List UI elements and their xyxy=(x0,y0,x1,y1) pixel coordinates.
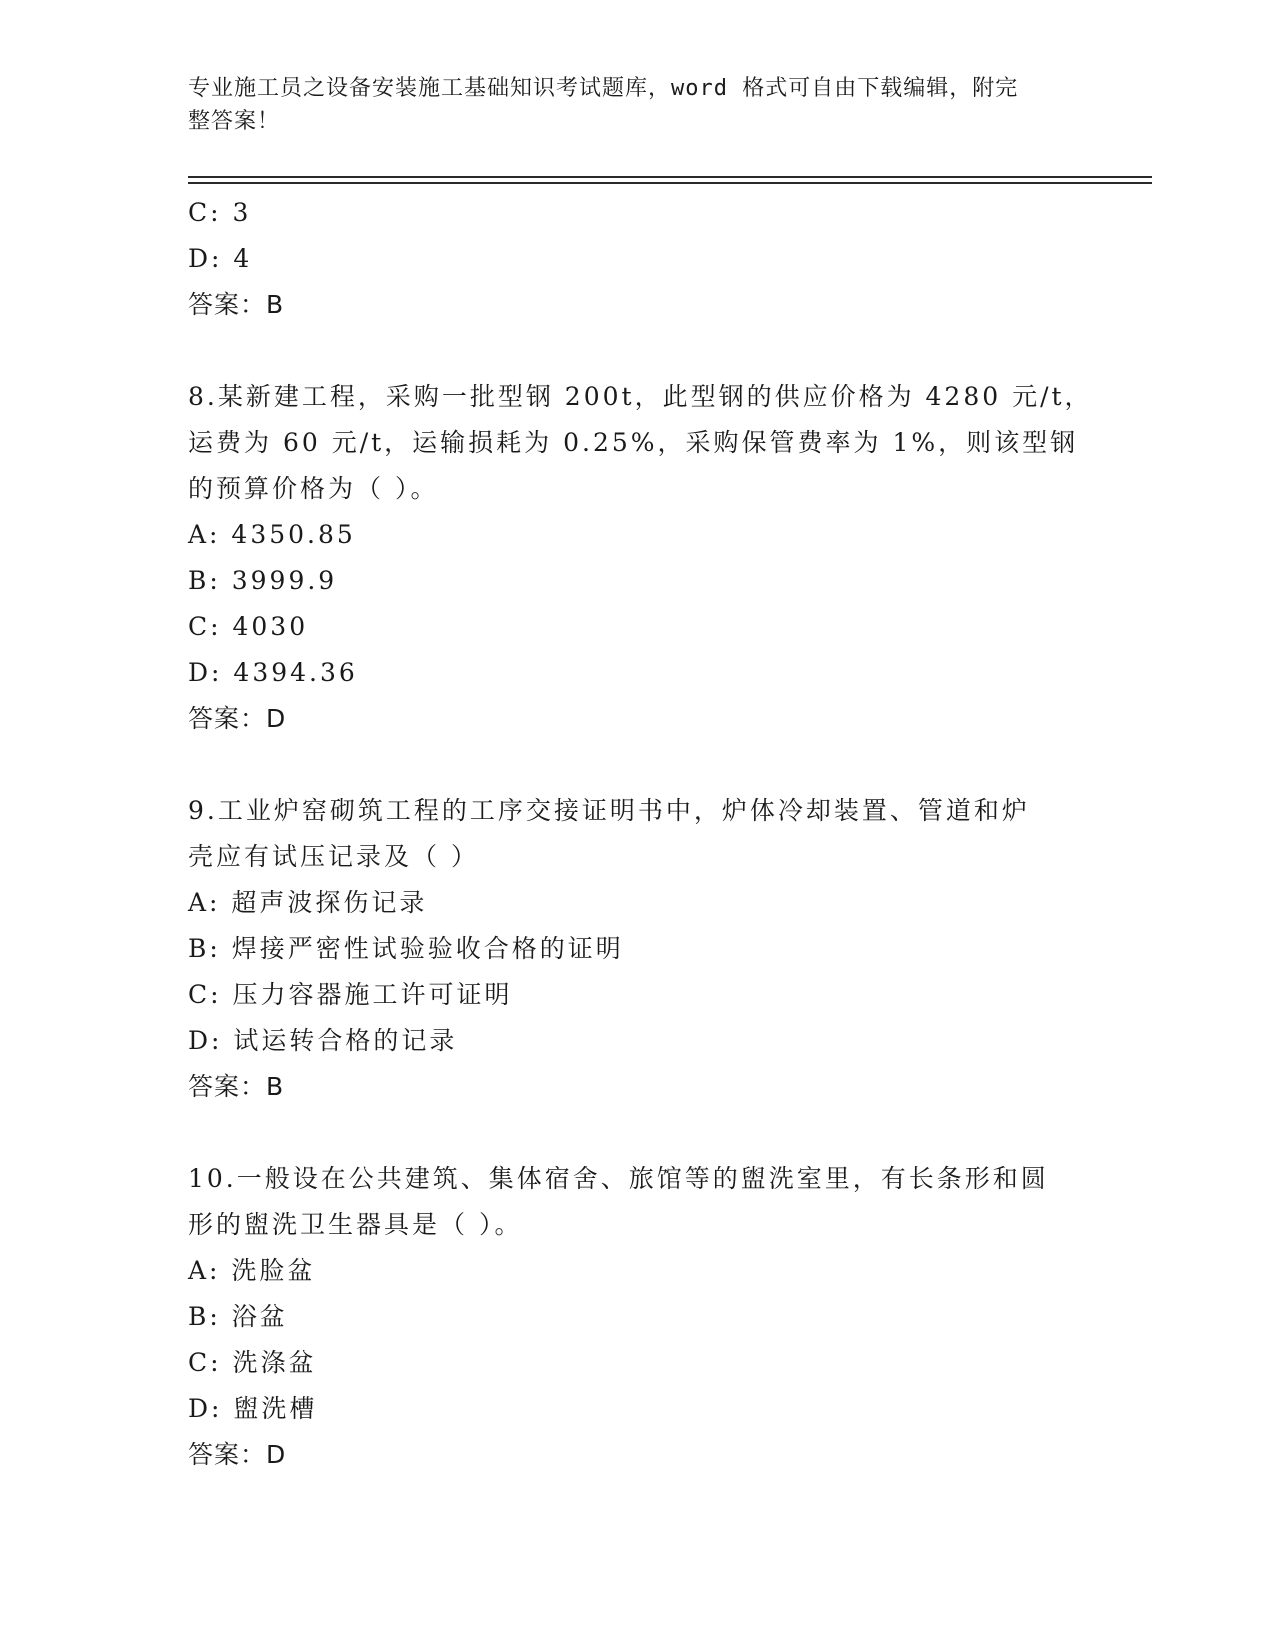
question-10 xyxy=(188,1156,1088,1478)
option-c: C: 3 xyxy=(188,198,252,227)
header-line-2: 整答案！ xyxy=(188,109,281,134)
question-text: 9.工业炉窑砌筑工程的工序交接证明书中，炉体冷却装置、管道和炉 xyxy=(188,796,1030,825)
option-c: C: 4030 xyxy=(188,612,309,641)
question-text: 运费为 60 元/t，运输损耗为 0.25%，采购保管费率为 1%，则该型钢 xyxy=(188,428,1079,457)
option-c: C: 压力容器施工许可证明 xyxy=(188,980,513,1009)
document-header xyxy=(188,72,1068,138)
answer: 答案：B xyxy=(188,1072,285,1101)
question-8 xyxy=(188,374,1093,742)
option-d: D: 盥洗槽 xyxy=(188,1394,318,1423)
option-d: D: 试运转合格的记录 xyxy=(188,1026,458,1055)
option-b: B: 浴盆 xyxy=(188,1302,288,1331)
header-divider-bottom xyxy=(188,182,1152,184)
question-text: 8.某新建工程，采购一批型钢 200t，此型钢的供应价格为 4280 元/t， xyxy=(188,382,1093,411)
question-text: 的预算价格为（ ）。 xyxy=(188,474,439,503)
option-b: B: 焊接严密性试验验收合格的证明 xyxy=(188,934,624,963)
option-a: A: 4350.85 xyxy=(188,520,356,549)
question-list xyxy=(188,190,1093,1478)
option-a: A: 超声波探伤记录 xyxy=(188,888,428,917)
answer: 答案：B xyxy=(188,290,285,319)
question-7 xyxy=(188,190,1088,328)
question-text: 壳应有试压记录及（ ） xyxy=(188,842,479,871)
answer: 答案：D xyxy=(188,704,287,733)
header-line-1: 专业施工员之设备安装施工基础知识考试题库，word 格式可自由下载编辑，附完 xyxy=(188,76,1019,101)
spacer xyxy=(188,328,1088,374)
header-divider-top xyxy=(188,176,1152,178)
question-text: 10.一般设在公共建筑、集体宿舍、旅馆等的盥洗室里，有长条形和圆 xyxy=(188,1164,1049,1193)
spacer xyxy=(188,742,1088,788)
option-d: D: 4394.36 xyxy=(188,658,358,687)
option-a: A: 洗脸盆 xyxy=(188,1256,316,1285)
option-c: C: 洗涤盆 xyxy=(188,1348,317,1377)
question-text: 形的盥洗卫生器具是（ ）。 xyxy=(188,1210,523,1239)
spacer xyxy=(188,1110,1088,1156)
option-d: D: 4 xyxy=(188,244,253,273)
question-9 xyxy=(188,788,1088,1110)
answer: 答案：D xyxy=(188,1440,287,1469)
option-b: B: 3999.9 xyxy=(188,566,338,595)
